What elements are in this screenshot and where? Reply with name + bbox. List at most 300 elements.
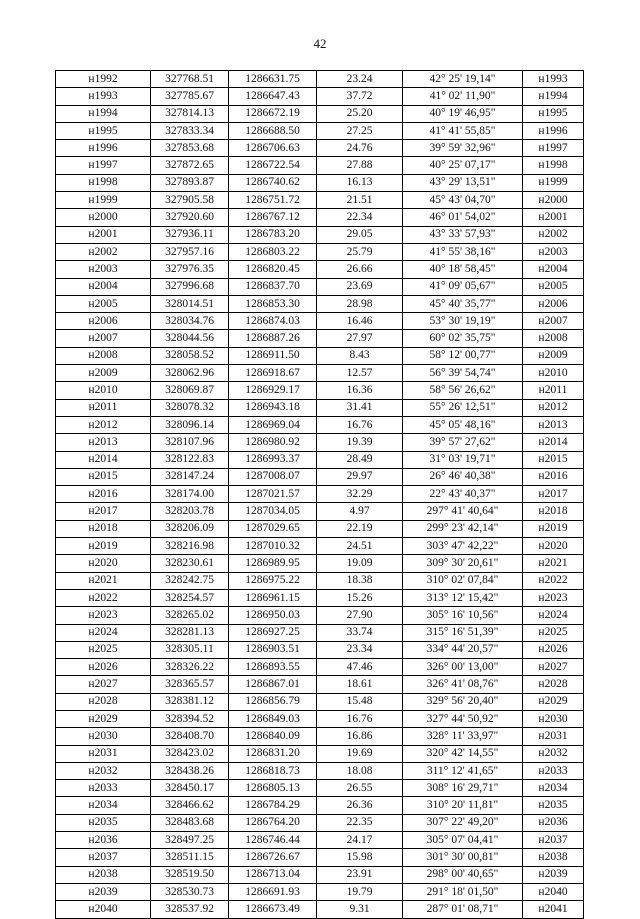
- bearing-cell: 41° 02' 11,90": [403, 88, 523, 105]
- bearing-cell: 311° 12' 41,65": [403, 762, 523, 779]
- to-point-cell: н2008: [523, 330, 584, 347]
- to-point-cell: н2030: [523, 710, 584, 727]
- table-row: [56, 226, 584, 243]
- from-point-cell: н2035: [56, 814, 151, 831]
- from-point-cell: н2010: [56, 382, 151, 399]
- x-coordinate-cell: 328497.25: [151, 832, 229, 849]
- bearing-cell: 39° 57' 27,62": [403, 434, 523, 451]
- bearing-cell: 326° 41' 08,76": [403, 676, 523, 693]
- table-row: [56, 607, 584, 624]
- bearing-cell: 42° 25' 19,14": [403, 71, 523, 88]
- length-cell: 26.55: [317, 780, 403, 797]
- to-point-cell: н2007: [523, 313, 584, 330]
- to-point-cell: н2005: [523, 278, 584, 295]
- y-coordinate-cell: 1286927.25: [229, 624, 317, 641]
- table-row: [56, 243, 584, 260]
- y-coordinate-cell: 1286943.18: [229, 399, 317, 416]
- length-cell: 24.17: [317, 832, 403, 849]
- bearing-cell: 58° 12' 00,77": [403, 347, 523, 364]
- to-point-cell: н2034: [523, 780, 584, 797]
- from-point-cell: н1995: [56, 122, 151, 139]
- y-coordinate-cell: 1286911.50: [229, 347, 317, 364]
- to-point-cell: н2017: [523, 486, 584, 503]
- table-row: [56, 589, 584, 606]
- length-cell: 9.31: [317, 901, 403, 918]
- bearing-cell: 298° 00' 40,65": [403, 866, 523, 883]
- y-coordinate-cell: 1286903.51: [229, 641, 317, 658]
- table-row: [56, 486, 584, 503]
- length-cell: 27.90: [317, 607, 403, 624]
- page-number: 42: [313, 36, 327, 51]
- table-row: [56, 555, 584, 572]
- from-point-cell: н2014: [56, 451, 151, 468]
- y-coordinate-cell: 1286751.72: [229, 192, 317, 209]
- from-point-cell: н1993: [56, 88, 151, 105]
- table-row: [56, 693, 584, 710]
- from-point-cell: н2038: [56, 866, 151, 883]
- table-row: [56, 278, 584, 295]
- to-point-cell: н2035: [523, 797, 584, 814]
- to-point-cell: н2041: [523, 901, 584, 918]
- y-coordinate-cell: 1286688.50: [229, 122, 317, 139]
- bearing-cell: 320° 42' 14,55": [403, 745, 523, 762]
- length-cell: 18.61: [317, 676, 403, 693]
- from-point-cell: н2036: [56, 832, 151, 849]
- x-coordinate-cell: 328034.76: [151, 313, 229, 330]
- length-cell: 16.86: [317, 728, 403, 745]
- table-row: [56, 883, 584, 900]
- y-coordinate-cell: 1286631.75: [229, 71, 317, 88]
- length-cell: 25.79: [317, 243, 403, 260]
- from-point-cell: н2039: [56, 883, 151, 900]
- to-point-cell: н2010: [523, 365, 584, 382]
- bearing-cell: 315° 16' 51,39": [403, 624, 523, 641]
- to-point-cell: н2027: [523, 659, 584, 676]
- x-coordinate-cell: 328242.75: [151, 572, 229, 589]
- to-point-cell: н1997: [523, 140, 584, 157]
- y-coordinate-cell: 1286831.20: [229, 745, 317, 762]
- to-point-cell: н2026: [523, 641, 584, 658]
- length-cell: 19.09: [317, 555, 403, 572]
- bearing-cell: 45° 43' 04,70": [403, 192, 523, 209]
- table-row: [56, 313, 584, 330]
- to-point-cell: н1998: [523, 157, 584, 174]
- x-coordinate-cell: 328483.68: [151, 814, 229, 831]
- length-cell: 12.57: [317, 365, 403, 382]
- table-row: [56, 88, 584, 105]
- from-point-cell: н1994: [56, 105, 151, 122]
- bearing-cell: 299° 23' 42,14": [403, 520, 523, 537]
- x-coordinate-cell: 327996.68: [151, 278, 229, 295]
- x-coordinate-cell: 328530.73: [151, 883, 229, 900]
- table-row: [56, 365, 584, 382]
- x-coordinate-cell: 327893.87: [151, 174, 229, 191]
- from-point-cell: н1997: [56, 157, 151, 174]
- from-point-cell: н2009: [56, 365, 151, 382]
- x-coordinate-cell: 328230.61: [151, 555, 229, 572]
- to-point-cell: н2015: [523, 451, 584, 468]
- to-point-cell: н2040: [523, 883, 584, 900]
- table-row: [56, 105, 584, 122]
- y-coordinate-cell: 1286961.15: [229, 589, 317, 606]
- y-coordinate-cell: 1286887.26: [229, 330, 317, 347]
- length-cell: 19.69: [317, 745, 403, 762]
- to-point-cell: н2024: [523, 607, 584, 624]
- from-point-cell: н2015: [56, 468, 151, 485]
- length-cell: 18.38: [317, 572, 403, 589]
- from-point-cell: н2040: [56, 901, 151, 918]
- table-row: [56, 520, 584, 537]
- length-cell: 22.34: [317, 209, 403, 226]
- bearing-cell: 287° 01' 08,71": [403, 901, 523, 918]
- from-point-cell: н2027: [56, 676, 151, 693]
- length-cell: 16.76: [317, 416, 403, 433]
- to-point-cell: н1996: [523, 122, 584, 139]
- to-point-cell: н2011: [523, 382, 584, 399]
- length-cell: 22.19: [317, 520, 403, 537]
- length-cell: 37.72: [317, 88, 403, 105]
- bearing-cell: 313° 12' 15,42": [403, 589, 523, 606]
- length-cell: 21.51: [317, 192, 403, 209]
- table-row: [56, 641, 584, 658]
- from-point-cell: н2024: [56, 624, 151, 641]
- y-coordinate-cell: 1286803.22: [229, 243, 317, 260]
- y-coordinate-cell: 1286740.62: [229, 174, 317, 191]
- length-cell: 23.34: [317, 641, 403, 658]
- x-coordinate-cell: 328511.15: [151, 849, 229, 866]
- table-row: [56, 451, 584, 468]
- from-point-cell: н2030: [56, 728, 151, 745]
- table-row: [56, 659, 584, 676]
- y-coordinate-cell: 1286672.19: [229, 105, 317, 122]
- x-coordinate-cell: 328014.51: [151, 295, 229, 312]
- table-row: [56, 901, 584, 918]
- y-coordinate-cell: 1286849.03: [229, 710, 317, 727]
- table-row: [56, 814, 584, 831]
- to-point-cell: н2000: [523, 192, 584, 209]
- bearing-cell: 43° 33' 57,93": [403, 226, 523, 243]
- y-coordinate-cell: 1286647.43: [229, 88, 317, 105]
- bearing-cell: 41° 55' 38,16": [403, 243, 523, 260]
- y-coordinate-cell: 1286975.22: [229, 572, 317, 589]
- table-row: [56, 209, 584, 226]
- from-point-cell: н2007: [56, 330, 151, 347]
- length-cell: 27.88: [317, 157, 403, 174]
- to-point-cell: н2021: [523, 555, 584, 572]
- from-point-cell: н2012: [56, 416, 151, 433]
- bearing-cell: 297° 41' 40,64": [403, 503, 523, 520]
- bearing-cell: 53° 30' 19,19": [403, 313, 523, 330]
- table-row: [56, 382, 584, 399]
- length-cell: 16.46: [317, 313, 403, 330]
- length-cell: 25.20: [317, 105, 403, 122]
- table-row: [56, 572, 584, 589]
- from-point-cell: н2008: [56, 347, 151, 364]
- from-point-cell: н2020: [56, 555, 151, 572]
- table-body: [56, 71, 584, 919]
- y-coordinate-cell: 1286722.54: [229, 157, 317, 174]
- to-point-cell: н1995: [523, 105, 584, 122]
- x-coordinate-cell: 327905.58: [151, 192, 229, 209]
- length-cell: 15.98: [317, 849, 403, 866]
- table-row: [56, 728, 584, 745]
- table-row: [56, 745, 584, 762]
- bearing-cell: 43° 29' 13,51": [403, 174, 523, 191]
- x-coordinate-cell: 328438.26: [151, 762, 229, 779]
- from-point-cell: н2001: [56, 226, 151, 243]
- bearing-cell: 26° 46' 40,38": [403, 468, 523, 485]
- to-point-cell: н2031: [523, 728, 584, 745]
- length-cell: 27.25: [317, 122, 403, 139]
- from-point-cell: н1992: [56, 71, 151, 88]
- x-coordinate-cell: 327785.67: [151, 88, 229, 105]
- x-coordinate-cell: 328206.09: [151, 520, 229, 537]
- y-coordinate-cell: 1286726.67: [229, 849, 317, 866]
- to-point-cell: н2003: [523, 243, 584, 260]
- length-cell: 18.08: [317, 762, 403, 779]
- from-point-cell: н2033: [56, 780, 151, 797]
- to-point-cell: н2012: [523, 399, 584, 416]
- from-point-cell: н2029: [56, 710, 151, 727]
- y-coordinate-cell: 1286969.04: [229, 416, 317, 433]
- x-coordinate-cell: 327814.13: [151, 105, 229, 122]
- from-point-cell: н2000: [56, 209, 151, 226]
- length-cell: 31.41: [317, 399, 403, 416]
- length-cell: 4.97: [317, 503, 403, 520]
- from-point-cell: н2037: [56, 849, 151, 866]
- table-row: [56, 849, 584, 866]
- to-point-cell: н2002: [523, 226, 584, 243]
- length-cell: 16.36: [317, 382, 403, 399]
- to-point-cell: н2019: [523, 520, 584, 537]
- x-coordinate-cell: 328519.50: [151, 866, 229, 883]
- table-row: [56, 71, 584, 88]
- to-point-cell: н2039: [523, 866, 584, 883]
- x-coordinate-cell: 328305.11: [151, 641, 229, 658]
- to-point-cell: н2001: [523, 209, 584, 226]
- bearing-cell: 309° 30' 20,61": [403, 555, 523, 572]
- from-point-cell: н2023: [56, 607, 151, 624]
- y-coordinate-cell: 1286893.55: [229, 659, 317, 676]
- table-row: [56, 797, 584, 814]
- from-point-cell: н2026: [56, 659, 151, 676]
- x-coordinate-cell: 328058.52: [151, 347, 229, 364]
- table-row: [56, 347, 584, 364]
- bearing-cell: 329° 56' 20,40": [403, 693, 523, 710]
- table-row: [56, 832, 584, 849]
- x-coordinate-cell: 327976.35: [151, 261, 229, 278]
- y-coordinate-cell: 1286783.20: [229, 226, 317, 243]
- x-coordinate-cell: 328450.17: [151, 780, 229, 797]
- table-row: [56, 676, 584, 693]
- table-row: [56, 866, 584, 883]
- y-coordinate-cell: 1286673.49: [229, 901, 317, 918]
- length-cell: 29.97: [317, 468, 403, 485]
- table-row: [56, 192, 584, 209]
- x-coordinate-cell: 328394.52: [151, 710, 229, 727]
- length-cell: 24.76: [317, 140, 403, 157]
- bearing-cell: 310° 02' 07,84": [403, 572, 523, 589]
- from-point-cell: н2022: [56, 589, 151, 606]
- table-row: [56, 416, 584, 433]
- to-point-cell: н2022: [523, 572, 584, 589]
- x-coordinate-cell: 327768.51: [151, 71, 229, 88]
- from-point-cell: н2025: [56, 641, 151, 658]
- from-point-cell: н2006: [56, 313, 151, 330]
- x-coordinate-cell: 328069.87: [151, 382, 229, 399]
- y-coordinate-cell: 1286818.73: [229, 762, 317, 779]
- bearing-cell: 22° 43' 40,37": [403, 486, 523, 503]
- table-row: [56, 157, 584, 174]
- bearing-cell: 328° 11' 33,97": [403, 728, 523, 745]
- y-coordinate-cell: 1286767.12: [229, 209, 317, 226]
- from-point-cell: н2019: [56, 538, 151, 555]
- y-coordinate-cell: 1286840.09: [229, 728, 317, 745]
- table-row: [56, 762, 584, 779]
- length-cell: 19.79: [317, 883, 403, 900]
- table-row: [56, 399, 584, 416]
- x-coordinate-cell: 327872.65: [151, 157, 229, 174]
- length-cell: 15.26: [317, 589, 403, 606]
- bearing-cell: 40° 25' 07,17": [403, 157, 523, 174]
- length-cell: 16.13: [317, 174, 403, 191]
- x-coordinate-cell: 328408.70: [151, 728, 229, 745]
- to-point-cell: н1993: [523, 71, 584, 88]
- y-coordinate-cell: 1286784.29: [229, 797, 317, 814]
- bearing-cell: 41° 09' 05,67": [403, 278, 523, 295]
- length-cell: 47.46: [317, 659, 403, 676]
- x-coordinate-cell: 328281.13: [151, 624, 229, 641]
- from-point-cell: н2016: [56, 486, 151, 503]
- x-coordinate-cell: 328423.02: [151, 745, 229, 762]
- x-coordinate-cell: 327853.68: [151, 140, 229, 157]
- length-cell: 23.24: [317, 71, 403, 88]
- length-cell: 19.39: [317, 434, 403, 451]
- y-coordinate-cell: 1286993.37: [229, 451, 317, 468]
- from-point-cell: н2031: [56, 745, 151, 762]
- bearing-cell: 327° 44' 50,92": [403, 710, 523, 727]
- table-row: [56, 295, 584, 312]
- bearing-cell: 305° 07' 04,41": [403, 832, 523, 849]
- bearing-cell: 31° 03' 19,71": [403, 451, 523, 468]
- table-row: [56, 434, 584, 451]
- to-point-cell: н2009: [523, 347, 584, 364]
- bearing-cell: 39° 59' 32,96": [403, 140, 523, 157]
- length-cell: 15.48: [317, 693, 403, 710]
- x-coordinate-cell: 328265.02: [151, 607, 229, 624]
- x-coordinate-cell: 328326.22: [151, 659, 229, 676]
- y-coordinate-cell: 1286918.67: [229, 365, 317, 382]
- x-coordinate-cell: 328203.78: [151, 503, 229, 520]
- length-cell: 32.29: [317, 486, 403, 503]
- length-cell: 26.36: [317, 797, 403, 814]
- y-coordinate-cell: 1286874.03: [229, 313, 317, 330]
- y-coordinate-cell: 1287029.65: [229, 520, 317, 537]
- y-coordinate-cell: 1286691.93: [229, 883, 317, 900]
- table-row: [56, 503, 584, 520]
- to-point-cell: н2006: [523, 295, 584, 312]
- bearing-cell: 326° 00' 13,00": [403, 659, 523, 676]
- to-point-cell: н1994: [523, 88, 584, 105]
- length-cell: 23.91: [317, 866, 403, 883]
- x-coordinate-cell: 327833.34: [151, 122, 229, 139]
- to-point-cell: н2029: [523, 693, 584, 710]
- to-point-cell: н2038: [523, 849, 584, 866]
- x-coordinate-cell: 328466.62: [151, 797, 229, 814]
- to-point-cell: н2004: [523, 261, 584, 278]
- to-point-cell: н1999: [523, 174, 584, 191]
- x-coordinate-cell: 328096.14: [151, 416, 229, 433]
- y-coordinate-cell: 1286980.92: [229, 434, 317, 451]
- from-point-cell: н2028: [56, 693, 151, 710]
- bearing-cell: 45° 40' 35,77": [403, 295, 523, 312]
- y-coordinate-cell: 1287034.05: [229, 503, 317, 520]
- x-coordinate-cell: 328537.92: [151, 901, 229, 918]
- x-coordinate-cell: 328122.83: [151, 451, 229, 468]
- x-coordinate-cell: 328147.24: [151, 468, 229, 485]
- y-coordinate-cell: 1286820.45: [229, 261, 317, 278]
- bearing-cell: 45° 05' 48,16": [403, 416, 523, 433]
- length-cell: 8.43: [317, 347, 403, 364]
- from-point-cell: н2013: [56, 434, 151, 451]
- to-point-cell: н2014: [523, 434, 584, 451]
- length-cell: 28.98: [317, 295, 403, 312]
- x-coordinate-cell: 328107.96: [151, 434, 229, 451]
- table-row: [56, 174, 584, 191]
- x-coordinate-cell: 328381.12: [151, 693, 229, 710]
- to-point-cell: н2025: [523, 624, 584, 641]
- x-coordinate-cell: 328174.00: [151, 486, 229, 503]
- from-point-cell: н2003: [56, 261, 151, 278]
- length-cell: 33.74: [317, 624, 403, 641]
- table-row: [56, 780, 584, 797]
- bearing-cell: 308° 16' 29,71": [403, 780, 523, 797]
- table-row: [56, 261, 584, 278]
- from-point-cell: н2002: [56, 243, 151, 260]
- y-coordinate-cell: 1286989.95: [229, 555, 317, 572]
- from-point-cell: н2017: [56, 503, 151, 520]
- to-point-cell: н2016: [523, 468, 584, 485]
- y-coordinate-cell: 1286837.70: [229, 278, 317, 295]
- to-point-cell: н2020: [523, 538, 584, 555]
- y-coordinate-cell: 1286950.03: [229, 607, 317, 624]
- y-coordinate-cell: 1286746.44: [229, 832, 317, 849]
- length-cell: 28.49: [317, 451, 403, 468]
- x-coordinate-cell: 328216.98: [151, 538, 229, 555]
- bearing-cell: 60° 02' 35,75": [403, 330, 523, 347]
- bearing-cell: 310° 20' 11,81": [403, 797, 523, 814]
- coordinates-table: [55, 70, 584, 919]
- y-coordinate-cell: 1286764.20: [229, 814, 317, 831]
- table-row: [56, 468, 584, 485]
- from-point-cell: н2011: [56, 399, 151, 416]
- bearing-cell: 56° 39' 54,74": [403, 365, 523, 382]
- y-coordinate-cell: 1287008.07: [229, 468, 317, 485]
- x-coordinate-cell: 328254.57: [151, 589, 229, 606]
- x-coordinate-cell: 328044.56: [151, 330, 229, 347]
- x-coordinate-cell: 327936.11: [151, 226, 229, 243]
- to-point-cell: н2028: [523, 676, 584, 693]
- table-row: [56, 710, 584, 727]
- length-cell: 24.51: [317, 538, 403, 555]
- y-coordinate-cell: 1286713.04: [229, 866, 317, 883]
- from-point-cell: н2032: [56, 762, 151, 779]
- from-point-cell: н2004: [56, 278, 151, 295]
- length-cell: 29.05: [317, 226, 403, 243]
- bearing-cell: 291° 18' 01,50": [403, 883, 523, 900]
- table-row: [56, 624, 584, 641]
- x-coordinate-cell: 327957.16: [151, 243, 229, 260]
